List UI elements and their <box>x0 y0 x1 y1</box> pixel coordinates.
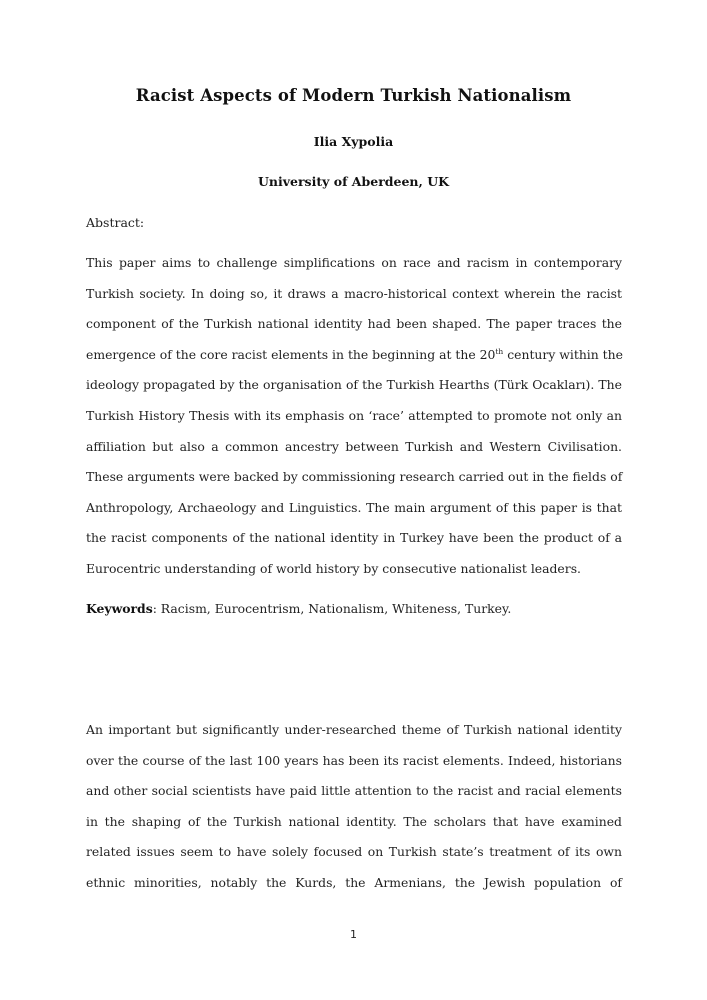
abstract-line: the racist components of the national identity in Turkey have been the product of a <box>86 530 622 546</box>
author-affiliation: University of Aberdeen, UK <box>258 174 449 189</box>
author-name: Ilia Xypolia <box>313 134 394 149</box>
keywords-list: : Racism, Eurocentrism, Nationalism, Whiteness, Turkey. <box>152 601 512 616</box>
abstract-line: component of the Turkish national identity had been shaped. The paper traces the <box>86 316 622 332</box>
abstract-line: Turkish society. In doing so, it draws a macro-historical context wherein the racist <box>86 285 622 301</box>
body-line: in the shaping of the Turkish national identity. The scholars that have examined <box>86 813 622 829</box>
keywords <box>86 601 511 616</box>
body-line: and other social scientists have paid little attention to the racist and racial elements <box>86 783 622 799</box>
paper-title: Racist Aspects of Modern Turkish Nationalism <box>135 86 572 105</box>
abstract-line: Turkish History Thesis with its emphasis on ‘race’ attempted to promote not only an <box>86 407 622 423</box>
abstract-line: These arguments were backed by commissioning research carried out in the fields of <box>86 469 623 485</box>
ordinal-superscript: th <box>495 346 504 356</box>
abstract-line: Anthropology, Archaeology and Linguistics. The main argument of this paper is that <box>86 499 622 515</box>
abstract-line-text: century within the <box>503 346 623 362</box>
abstract-line: Eurocentric understanding of world history by consecutive nationalist leaders. <box>86 560 581 576</box>
abstract-heading: Abstract: <box>86 215 145 230</box>
intro-paragraph <box>86 721 622 905</box>
body-line: ethnic minorities, notably the Kurds, the Armenians, the Jewish population of <box>86 874 622 890</box>
body-line: An important but significantly under-researched theme of Turkish national identity <box>86 722 622 737</box>
page-number: 1 <box>350 928 357 941</box>
abstract-line-text: emergence of the core racist elements in the beginning at the 20 <box>86 346 496 362</box>
abstract-line: This paper aims to challenge simplifications on race and racism in contemporary <box>86 255 622 270</box>
abstract-line: ideology propagated by the organisation of the Turkish Hearths (Türk Ocakları). The <box>86 377 622 393</box>
body-line: related issues seem to have solely focused on Turkish state’s treatment of its own <box>86 844 622 860</box>
abstract-line: affiliation but also a common ancestry between Turkish and Western Civilisation. <box>86 438 622 454</box>
abstract-paragraph <box>86 254 622 591</box>
keywords-label: Keywords <box>86 601 153 616</box>
abstract-line <box>86 346 622 377</box>
body-line: over the course of the last 100 years has been its racist elements. Indeed, historians <box>86 752 622 768</box>
